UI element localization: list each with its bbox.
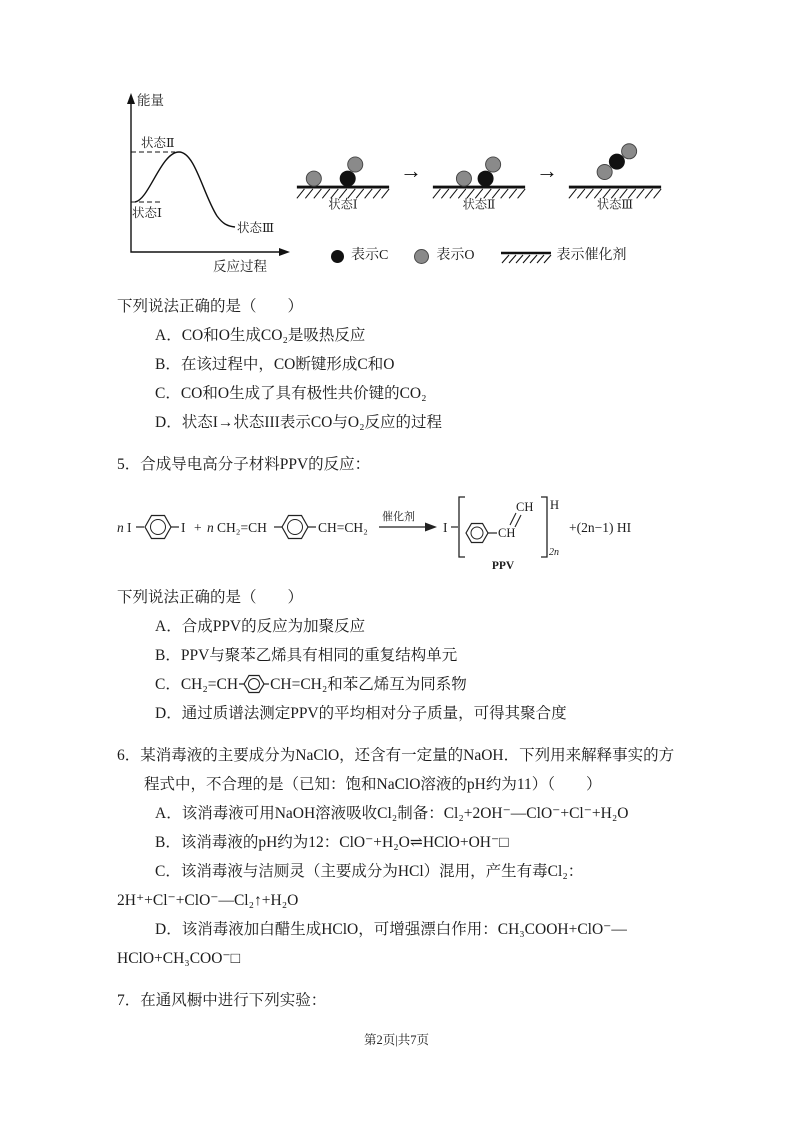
reaction-arrow-head-icon (425, 523, 437, 532)
benzene-ring-icon (239, 672, 269, 696)
close-bracket (541, 497, 547, 557)
legend-catalyst-label: 表示催化剂 (556, 248, 627, 263)
open-bracket (459, 497, 465, 557)
q6-option-d: D．该消毒液加白醋生成HClO，可增强漂白作用：CH₃COOH+ClO⁻—HClO+CH₃COO⁻□ (117, 921, 627, 967)
state3-label: 状态Ⅲ (237, 221, 275, 235)
legend-catalyst (500, 248, 626, 264)
q6-stem: 6．某消毒液的主要成分为NaClO，还含有一定量的NaOH．下列用来解释事实的方程式中，不合理的是（已知：饱和NaClO溶液的pH约为11）（ ） (117, 747, 675, 793)
q5-stem2: 下列说法正确的是（ ） (117, 589, 304, 606)
o-atom (486, 157, 501, 172)
q4-figure (117, 90, 679, 288)
surface-state-3 (567, 130, 663, 214)
page-content (117, 90, 679, 1015)
q4-option-a: A．CO和O生成CO₂是吸热反应 (155, 327, 366, 344)
eq-ch-top: CH (516, 500, 534, 514)
state2-label: 状态Ⅱ (141, 136, 175, 150)
q5-option-c-label: C． (155, 676, 181, 693)
c-atom (340, 171, 356, 187)
ppv-equation-svg (117, 485, 679, 571)
q6-option-a: A．该消毒液可用NaOH溶液吸收Cl₂制备：Cl₂+2OH⁻—ClO⁻+Cl⁻+H₂O (155, 805, 629, 822)
eq-n1: n (117, 520, 124, 535)
figure-legend (331, 248, 652, 264)
legend-carbon (331, 248, 388, 264)
o-atom (622, 144, 637, 159)
right-arrow-icon: → (536, 158, 558, 183)
surface-state-1-label: 状态Ⅰ (328, 197, 358, 212)
eq-tail: +(2n−1) HI (569, 520, 632, 535)
ppv-reaction-equation (117, 485, 679, 581)
q5-option-c-formula-right: CH=CH₂ (270, 676, 328, 693)
q5-option-d: D．通过质谱法测定PPV的平均相对分子质量，可得其聚合度 (155, 705, 567, 722)
eq-left-vinyl: CH₂=CH (217, 520, 267, 535)
q6-option-b: B．该消毒液的pH约为12：ClO⁻+H₂O⇌HClO+OH⁻□ (155, 834, 509, 851)
y-axis-label: 能量 (137, 93, 164, 108)
surface-state-1 (295, 130, 391, 214)
x-axis-label: 反应过程 (213, 259, 267, 274)
q5-option-c (117, 670, 679, 699)
benzene-ring (145, 516, 171, 539)
carbon-dot-icon (331, 250, 344, 263)
q5-option-c-text: 和苯乙烯互为同系物 (327, 676, 467, 693)
q6-option-c: C．该消毒液与洁厕灵（主要成分为HCl）混用，产生有毒Cl₂：2H⁺+Cl⁻+ClO⁻—Cl₂↑+H₂O (117, 863, 584, 909)
o-atom (306, 171, 321, 186)
state1-label: 状态Ⅰ (132, 206, 162, 220)
benzene-ring (466, 524, 488, 543)
benzene-ring (282, 516, 308, 539)
eq-n2: n (207, 520, 214, 535)
legend-oxygen-label: 表示O (436, 248, 475, 263)
eq-i2: I (181, 520, 186, 535)
surface-diagrams (295, 130, 663, 214)
eq-right-vinyl: CH=CH₂ (318, 520, 368, 535)
eq-prod-i: I (443, 520, 448, 535)
q5-option-a: A．合成PPV的反应为加聚反应 (155, 618, 366, 635)
q5-option-c-formula-left: CH₂=CH (180, 676, 239, 693)
c-atom (609, 154, 625, 170)
surface-state-2-label: 状态Ⅱ (462, 197, 496, 212)
eq-end-h: H (550, 498, 560, 512)
o-atom (597, 164, 612, 179)
x-axis-arrow-icon (279, 248, 290, 256)
o-atom (348, 157, 363, 172)
q4-option-c: C．CO和O生成了具有极性共价键的CO₂ (155, 385, 427, 402)
q5-option-b: B．PPV与聚苯乙烯具有相同的重复结构单元 (155, 647, 458, 664)
energy-diagram (117, 90, 299, 280)
eq-i1: I (127, 520, 132, 535)
q5-stem: 5．合成导电高分子材料PPV的反应： (117, 456, 371, 473)
q4-stem: 下列说法正确的是（ ） (117, 298, 304, 315)
double-bond (510, 513, 521, 527)
eq-subscript: 2n (549, 547, 559, 558)
page-footer: 第2页|共7页 (363, 1033, 429, 1047)
oxygen-dot-icon (414, 249, 429, 264)
legend-oxygen (414, 248, 474, 264)
eq-catalyst-label: 催化剂 (382, 511, 415, 523)
o-atom (456, 171, 471, 186)
c-atom (478, 171, 494, 187)
right-arrow-icon: → (400, 158, 422, 183)
y-axis-arrow-icon (127, 93, 135, 104)
eq-ppv-label: PPV (491, 560, 515, 571)
q4-option-b: B．在该过程中，CO断键形成C和O (155, 356, 395, 373)
catalyst-hatch-icon (500, 249, 552, 264)
q4-option-d: D．状态I→状态III表示CO与O₂反应的过程 (155, 414, 442, 431)
q7-stem: 7．在通风橱中进行下列实验： (117, 992, 327, 1009)
surface-state-2 (431, 130, 527, 214)
eq-plus: + (194, 520, 202, 535)
surface-state-3-label: 状态Ⅲ (596, 197, 634, 212)
eq-ch-bottom: CH (498, 526, 516, 540)
legend-carbon-label: 表示C (351, 248, 389, 263)
